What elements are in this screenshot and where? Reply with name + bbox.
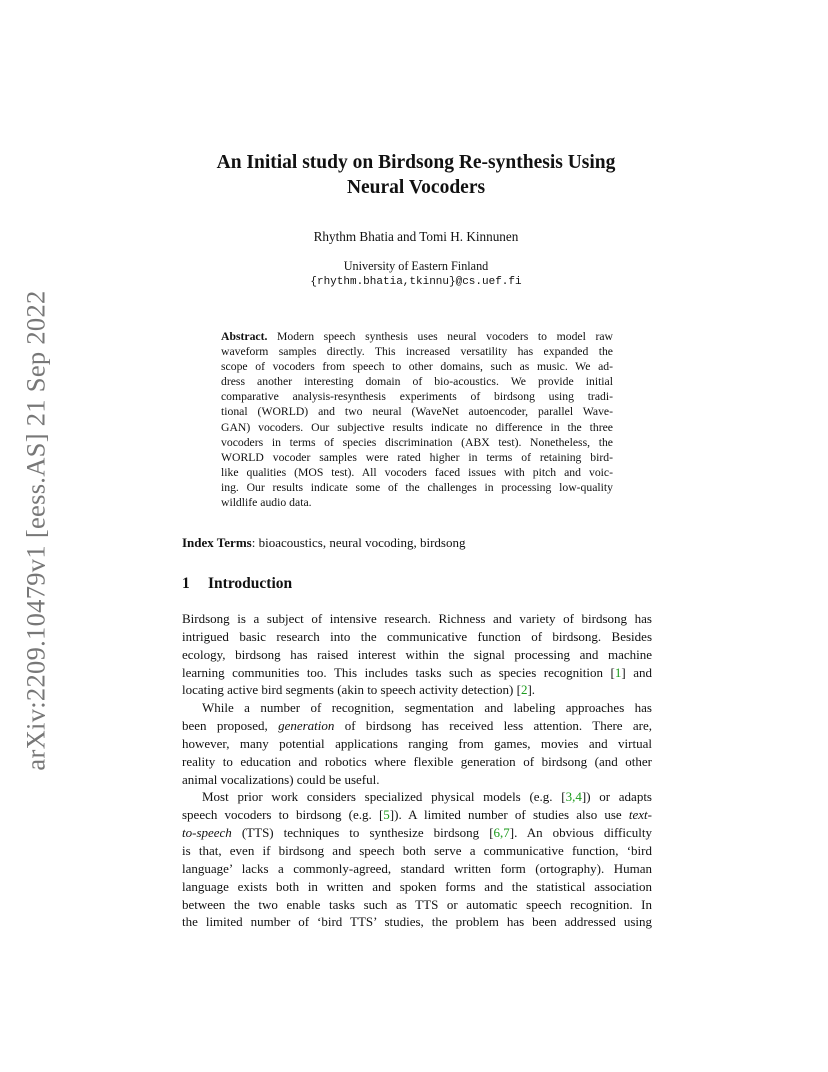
citation-link[interactable]: 6,7	[493, 825, 510, 841]
title-line-2: Neural Vocoders	[346, 177, 486, 198]
abstract-line: comparative analysis-resynthesis experiments of birdsong using tradi-	[221, 390, 613, 404]
abstract-line: scope of vocoders from speech to other domains, such as music. We ad-	[221, 360, 613, 374]
body-line: intrigued basic research into the communicative function of birdsong. Besides	[182, 628, 652, 644]
body-line: While a number of recognition, segmentation and labeling approaches has	[202, 700, 652, 716]
body-line: language exists both in written and spoken forms and the statistical association	[182, 878, 652, 894]
abstract-line: waveform samples directly. This increased versatility has expanded the	[221, 345, 613, 359]
body-line: been proposed, generation of birdsong has received less attention. There are,	[182, 718, 652, 734]
body-text	[182, 610, 652, 931]
body-line: learning communities too. This includes tasks such as species recognition [1] and	[182, 664, 652, 680]
body-line: ecology, birdsong has raised interest within the signal processing and machine	[182, 646, 652, 662]
abstract-line: tional (WORLD) and two neural (WaveNet autoencoder, parallel Wave-	[221, 405, 613, 419]
abstract-line: ing. Our results indicate some of the challenges in processing low-quality	[221, 480, 613, 494]
body-line: speech vocoders to birdsong (e.g. [5]). A limited number of studies also use text-	[182, 807, 652, 823]
section-title: Introduction	[208, 575, 293, 592]
citation-link[interactable]: 5	[383, 807, 390, 823]
body-line: reality to education and robotics where flexible generation of birdsong (and other	[182, 753, 652, 769]
abstract-line: Abstract. Modern speech synthesis uses neural vocoders to model raw	[221, 330, 613, 343]
body-line: animal vocalizations) could be useful.	[182, 771, 380, 787]
body-line: locating active bird segments (akin to speech activity detection) [2].	[182, 682, 536, 698]
abstract	[221, 329, 613, 510]
section-number: 1	[182, 575, 190, 592]
arxiv-sidebar	[14, 270, 58, 790]
abstract-line: like qualities (MOS test). All vocoders faced issues with pitch and voic-	[221, 465, 613, 479]
abstract-line: GAN) vocoders. Our subjective results indicate no difference in the three	[221, 420, 613, 434]
citation-link[interactable]: 2	[520, 682, 528, 698]
citation-link[interactable]: 1	[614, 664, 622, 680]
author-email: {rhythm.bhatia,tkinnu}@cs.uef.fi	[310, 276, 522, 288]
abstract-line: WORLD vocoder samples were rated higher in terms of retaining bird-	[221, 450, 613, 464]
affiliation: University of Eastern Finland	[343, 259, 489, 273]
abstract-line: vocoders in terms of species discrimination (ABX test). Nonetheless, the	[221, 435, 613, 449]
body-line: language’ lacks a commonly-agreed, standard written form (ortography). Human	[182, 860, 652, 876]
authors: Rhythm Bhatia and Tomi H. Kinnunen	[313, 229, 519, 244]
paper-title	[150, 150, 682, 200]
index-terms-label: Index Terms	[182, 535, 252, 550]
index-terms-text: : bioacoustics, neural vocoding, birdsong	[251, 535, 466, 550]
body-line: however, many potential applications ranging from games, movies and virtual	[182, 735, 652, 751]
body-line: between the two enable tasks such as TTS or automatic speech recognition. In	[182, 896, 652, 912]
body-line: to-speech (TTS) techniques to synthesize birdsong [6,7]. An obvious difficulty	[182, 825, 652, 841]
body-line: is that, even if birdsong and speech both serve a communicative function, ‘bird	[182, 842, 652, 858]
affiliation-block	[150, 258, 682, 290]
abstract-line: wildlife audio data.	[221, 496, 312, 510]
arxiv-identifier: arXiv:2209.10479v1 [eess.AS] 21 Sep 2022	[20, 289, 51, 771]
index-terms	[182, 535, 654, 551]
title-line-1: An Initial study on Birdsong Re-synthesis Using	[216, 152, 616, 173]
body-line: Birdsong is a subject of intensive research. Richness and variety of birdsong has	[182, 611, 652, 626]
citation-link[interactable]: 3,4	[565, 789, 582, 805]
body-line: the limited number of ‘bird TTS’ studies, the problem has been addressed using	[182, 914, 652, 930]
abstract-label: Abstract.	[221, 330, 268, 343]
section-heading	[182, 575, 292, 593]
abstract-line: dress another interesting domain of bio-acoustics. We provide initial	[221, 375, 613, 389]
body-line: Most prior work considers specialized physical models (e.g. [3,4]) or adapts	[202, 789, 652, 805]
